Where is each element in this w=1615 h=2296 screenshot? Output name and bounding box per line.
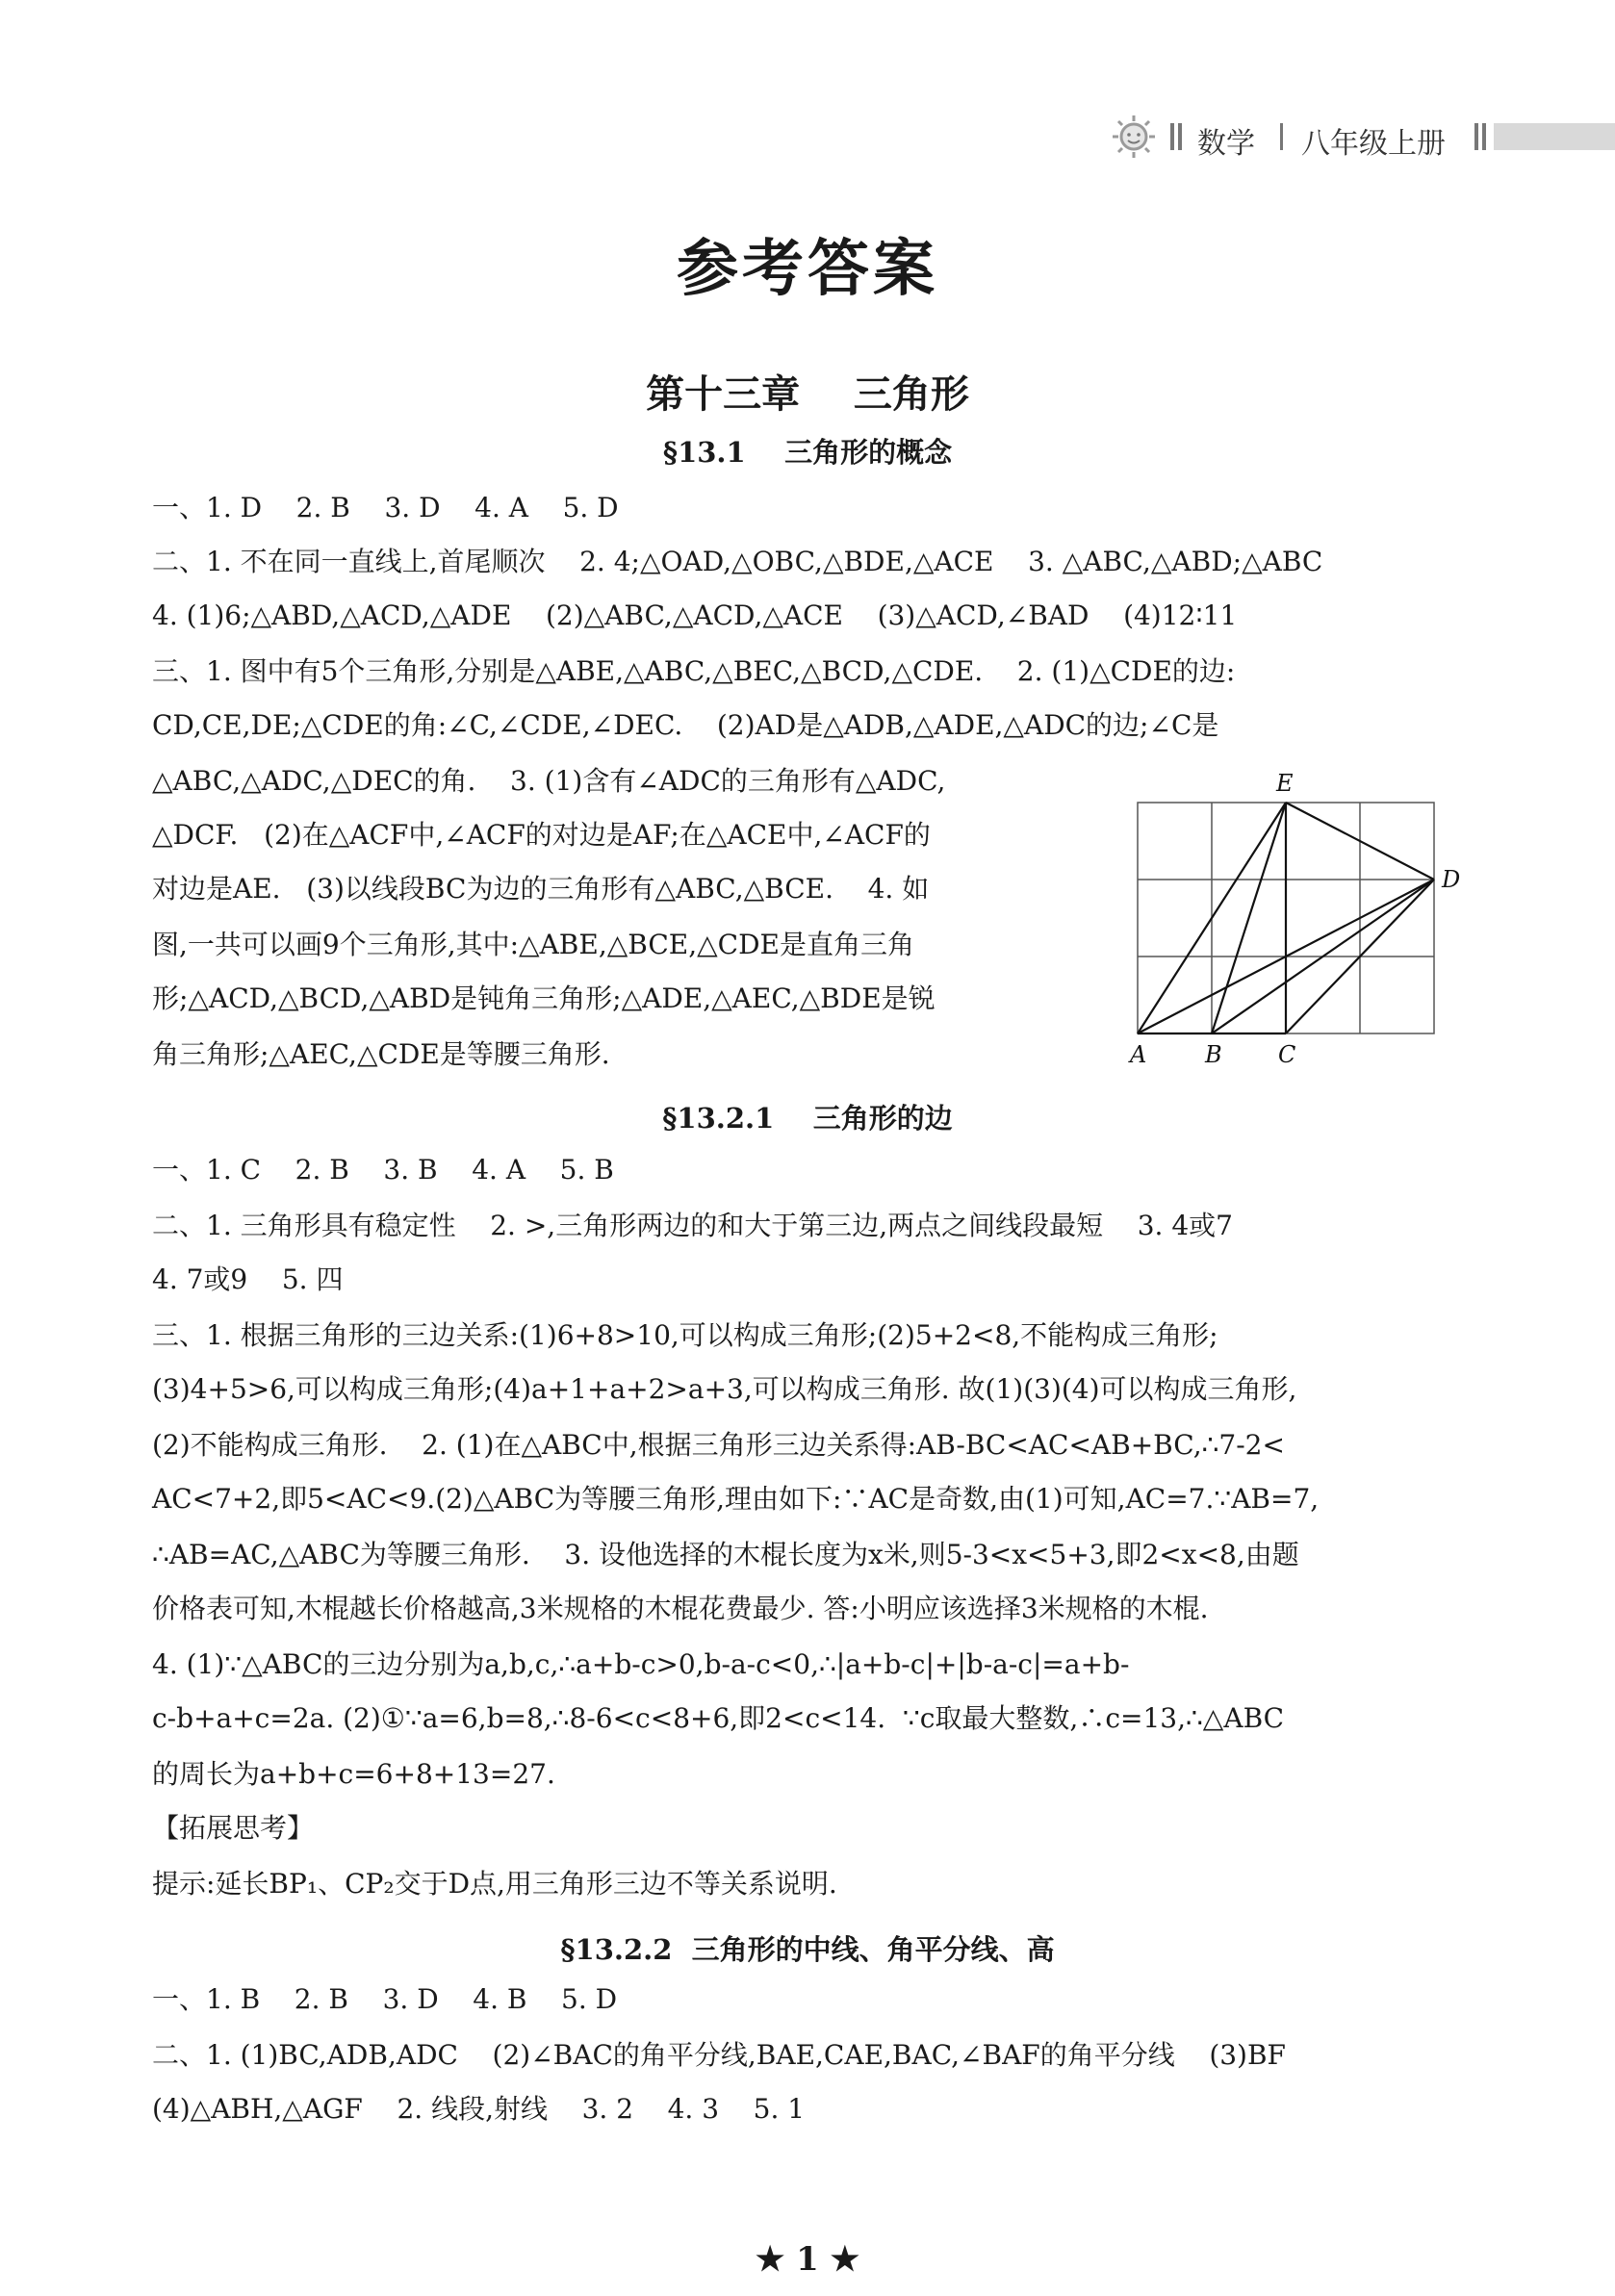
answer-line: CD,CE,DE;△CDE的角:∠C,∠CDE,∠DEC. (2)AD是△ADB,△ADE,△ADC的边;∠C是 bbox=[152, 709, 1219, 741]
extension-heading: 【拓展思考】 bbox=[152, 1812, 315, 1844]
answer-line: c-b+a+c=2a. (2)①∵a=6,b=8,∴8-6<c<8+6,即2<c<14. ∵c取最大整数,∴c=13,∴△ABC bbox=[152, 1702, 1285, 1734]
header-grade: 八年级上册 bbox=[1301, 127, 1446, 161]
point-label-b: B bbox=[1205, 1041, 1222, 1068]
page-title: 参考答案 bbox=[677, 233, 938, 305]
section-title: §13.1 三角形的概念 bbox=[662, 436, 953, 469]
header-divider bbox=[1280, 123, 1283, 150]
triangle-grid-figure bbox=[1128, 770, 1474, 1078]
answer-line: 角三角形;△AEC,△CDE是等腰三角形. bbox=[152, 1038, 610, 1070]
sun-mascot-icon bbox=[1111, 114, 1157, 160]
chapter-title: 第十三章 三角形 bbox=[646, 371, 969, 417]
header-divider bbox=[1170, 123, 1174, 150]
answer-line: 一、1. B 2. B 3. D 4. B 5. D bbox=[152, 1983, 618, 2015]
answer-line: 4. 7或9 5. 四 bbox=[152, 1263, 344, 1295]
answer-line: (4)△ABH,△AGF 2. 线段,射线 3. 2 4. 3 5. 1 bbox=[152, 2093, 806, 2125]
section-title: §13.2.1 三角形的边 bbox=[662, 1102, 953, 1135]
answer-line: ∴AB=AC,△ABC为等腰三角形. 3. 设他选择的木棍长度为x米,则5-3<x<5+3,即2<x<8,由题 bbox=[152, 1539, 1299, 1570]
answer-line: 价格表可知,木棍越长价格越高,3米规格的木棍花费最少. 答:小明应该选择3米规格的木棍. bbox=[152, 1593, 1209, 1624]
point-label-a: A bbox=[1130, 1041, 1147, 1068]
answer-line: 的周长为a+b+c=6+8+13=27. bbox=[152, 1758, 555, 1790]
answer-line: 4. (1)∵△ABC的三边分别为a,b,c,∴a+b-c>0,b-a-c<0,∴|a+b-c|+|b-a-c|=a+b- bbox=[152, 1648, 1130, 1680]
header-divider bbox=[1474, 123, 1478, 150]
header-divider bbox=[1482, 123, 1486, 150]
answer-line: 4. (1)6;△ABD,△ACD,△ADE (2)△ABC,△ACD,△ACE (3)△ACD,∠BAD (4)12∶11 bbox=[152, 600, 1238, 631]
answer-line: 三、1. 根据三角形的三边关系:(1)6+8>10,可以构成三角形;(2)5+2<8,不能构成三角形; bbox=[152, 1319, 1218, 1351]
page-number: ★ 1 ★ bbox=[755, 2240, 860, 2279]
answer-line: AC<7+2,即5<AC<9.(2)△ABC为等腰三角形,理由如下:∵AC是奇数,由(1)可知,AC=7.∵AB=7, bbox=[152, 1483, 1320, 1515]
answer-line: 形;△ACD,△BCD,△ABD是钝角三角形;△ADE,△AEC,△BDE是锐 bbox=[152, 982, 936, 1014]
answer-line: 提示:延长BP₁、CP₂交于D点,用三角形三边不等关系说明. bbox=[152, 1868, 837, 1900]
answer-line: △DCF. (2)在△ACF中,∠ACF的对边是AF;在△ACE中,∠ACF的 bbox=[152, 819, 931, 851]
answer-line: (2)不能构成三角形. 2. (1)在△ABC中,根据三角形三边关系得:AB-BC<AC<AB+BC,∴7-2< bbox=[152, 1429, 1285, 1461]
point-label-d: D bbox=[1442, 866, 1461, 893]
answer-line: 对边是AE. (3)以线段BC为边的三角形有△ABC,△BCE. 4. 如 bbox=[152, 873, 930, 905]
answer-line: (3)4+5>6,可以构成三角形;(4)a+1+a+2>a+3,可以构成三角形. 故(1)(3)(4)可以构成三角形, bbox=[152, 1373, 1297, 1405]
answer-line: 二、1. 不在同一直线上,首尾顺次 2. 4;△OAD,△OBC,△BDE,△ACE 3. △ABC,△ABD;△ABC bbox=[152, 546, 1323, 577]
point-label-e: E bbox=[1276, 770, 1294, 797]
point-label-c: C bbox=[1278, 1041, 1296, 1068]
answer-line: 二、1. (1)BC,ADB,ADC (2)∠BAC的角平分线,BAE,CAE,BAC,∠BAF的角平分线 (3)BF bbox=[152, 2039, 1286, 2071]
header-divider bbox=[1178, 123, 1182, 150]
header-subject: 数学 bbox=[1197, 127, 1255, 161]
answer-line: △ABC,△ADC,△DEC的角. 3. (1)含有∠ADC的三角形有△ADC, bbox=[152, 765, 946, 797]
triangle-segments bbox=[1138, 803, 1434, 1033]
section-title: §13.2.2 三角形的中线、角平分线、高 bbox=[560, 1933, 1055, 1966]
answer-line: 二、1. 三角形具有稳定性 2. >,三角形两边的和大于第三边,两点之间线段最短 3. 4或7 bbox=[152, 1210, 1233, 1241]
header-gray-band bbox=[1494, 123, 1615, 150]
answer-line: 一、1. C 2. B 3. B 4. A 5. B bbox=[152, 1154, 614, 1186]
running-header bbox=[1097, 114, 1615, 161]
answer-line: 三、1. 图中有5个三角形,分别是△ABE,△ABC,△BEC,△BCD,△CDE. 2. (1)△CDE的边: bbox=[152, 655, 1236, 687]
answer-line: 一、1. D 2. B 3. D 4. A 5. D bbox=[152, 492, 619, 523]
answer-line: 图,一共可以画9个三角形,其中:△ABE,△BCE,△CDE是直角三角 bbox=[152, 929, 914, 960]
